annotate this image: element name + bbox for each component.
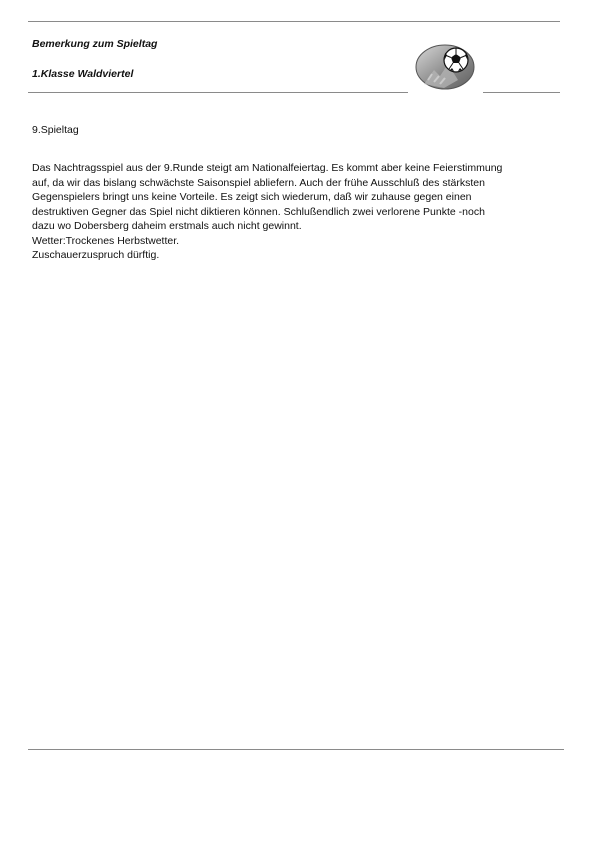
report-line: dazu wo Dobersberg daheim erstmals auch nicht gewinnt. (32, 220, 302, 232)
header-divider-right (483, 92, 560, 93)
matchday-label: 9.Spieltag (32, 124, 79, 136)
attendance-line: Zuschauerzuspruch dürftig. (32, 249, 160, 261)
top-divider (28, 21, 560, 22)
match-report (32, 161, 568, 263)
report-line: auf, da wir das bislang schwächste Saisonspiel abliefern. Auch der frühe Ausschluß des stärksten (32, 176, 485, 189)
report-line: destruktiven Gegner das Spiel nicht diktieren können. Schlußendlich zwei verlorene Punkte -noch (32, 205, 485, 218)
league-name: 1.Klasse Waldviertel (32, 68, 134, 80)
header-divider-left (28, 92, 408, 93)
report-line: Das Nachtragsspiel aus der 9.Runde steigt am Nationalfeiertag. Es kommt aber keine Feierstimmung (32, 162, 503, 174)
bottom-divider (28, 749, 564, 750)
soccer-ball-logo-icon (414, 40, 480, 92)
report-line: Gegenspielers bringt uns keine Vorteile. Es zeigt sich wiederum, daß wir zuhause gegen einen (32, 191, 472, 203)
page-title: Bemerkung zum Spieltag (32, 38, 158, 50)
weather-line: Wetter:Trockenes Herbstwetter. (32, 234, 180, 247)
